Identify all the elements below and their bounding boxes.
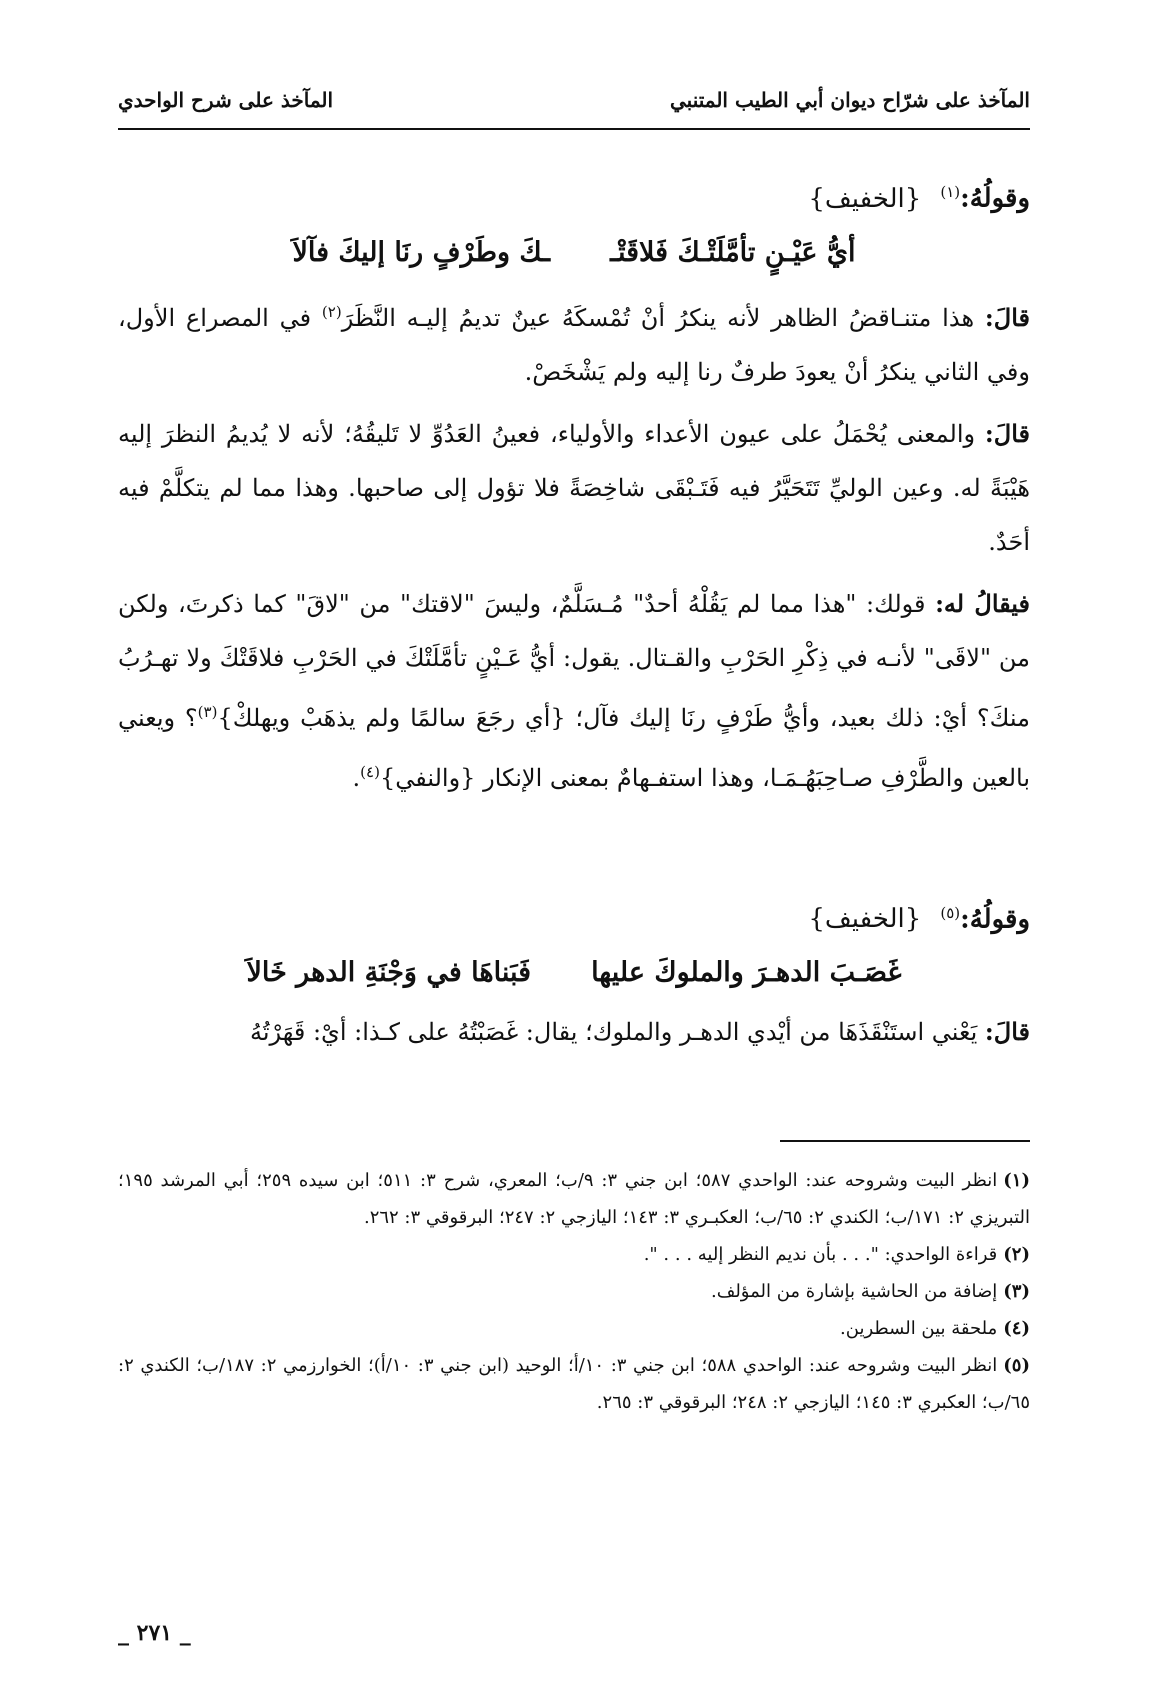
footnote-item — [118, 1273, 1030, 1310]
footnote-number: (٣) — [1003, 1281, 1030, 1302]
footnote-divider — [780, 1140, 1030, 1142]
footnote-item — [118, 1310, 1030, 1347]
verse-intro: وقولُهُ: — [960, 904, 1030, 935]
footnote-text: ملحقة بين السطرين. — [840, 1318, 998, 1339]
footnote-text: قراءة الواحدي: ". . . بأن نديم النظر إليه . . . ". — [643, 1244, 998, 1265]
running-header — [118, 84, 1030, 124]
paragraph-1 — [118, 285, 1030, 399]
hemistich-second: فَبَناهَا في وَجْنَةِ الدهر خَالاَ — [246, 957, 532, 989]
paragraph-4 — [118, 1005, 1030, 1059]
header-book-title: المآخذ على شرّاح ديوان أبي الطيب المتنبي — [670, 88, 1030, 112]
verse-meter: {الخفيف} — [808, 183, 922, 214]
paragraph-text: قولك: "هذا مما لم يَقُلْهُ أحدٌ" مُـسَلَّمٌ، وليسَ "لاقتك" من "لاقَ" كما ذكرتَ، ولكن من "لاقَى" لأنـه في ذِكْرِ الحَرْبِ والقـتال. يقول: أيُّ عَـيْنٍ تأمَّلَتْكَ في الحَرْبِ فلاقَتْكَ ولا تهـرُبُ منكَ؟ أيْ: ذلك بعيد، وأيُّ طَرْفٍ رنَا إليك فآل؛ {أي رجَعَ سالمًا ولم يذهَبْ ويهلكْ} — [118, 589, 1031, 732]
footnote-text: إضافة من الحاشية بإشارة من المؤلف. — [710, 1281, 998, 1302]
verse-line-1 — [118, 229, 1030, 277]
hemistich-second: ـكَ وطَرْفٍ رنَا إليكَ فآلاَ — [292, 236, 551, 268]
footnote-item — [118, 1162, 1030, 1236]
verse-meter: {الخفيف} — [808, 904, 922, 935]
footnote-item — [118, 1236, 1030, 1273]
page-number: _ ٢٧١ _ — [118, 1620, 191, 1646]
header-divider — [118, 128, 1030, 130]
footnote-number: (١) — [1003, 1170, 1030, 1191]
verse-intro: وقولُهُ: — [960, 183, 1030, 214]
paragraph-lead: قالَ: — [984, 302, 1031, 332]
footnote-number: (٥) — [1003, 1355, 1030, 1376]
footnote-number: (٢) — [1003, 1244, 1030, 1265]
footnote-text: انظر البيت وشروحه عند: الواحدي ٥٨٧؛ ابن جني ٣: ٩/ب؛ المعري، شرح ٣: ٥١١؛ ابن سيده ٢٥٩؛ أبي المرشد ١٩٥؛ التبريزي ٢: ١٧١/ب؛ الكندي ٢: ٦٥/ب؛ العكبـري ٣: ١٤٣؛ اليازجي ٢: ٢٤٧؛ البرقوقي ٣: ٢٦٢. — [118, 1170, 1030, 1228]
paragraph-lead: قالَ: — [984, 1017, 1030, 1047]
main-text — [118, 150, 1030, 1067]
paragraph-lead: فيقالُ له: — [935, 588, 1030, 618]
paragraph-text: يَعْني استَنْقَذَهَا من أيْدي الدهـر والملوك؛ يقال: غَصَبْتُهُ على كـذا: أيْ: قَهَرْتُهُ — [250, 1018, 978, 1047]
paragraph-3 — [118, 577, 1030, 805]
paragraph-end: . — [352, 763, 361, 792]
paragraph-text-cont: في المصراع الأول، وفي الثاني ينكرُ أنْ يعودَ طرفٌ رنا إليه ولم يَشْخَصْ. — [118, 303, 1030, 386]
paragraph-text: والمعنى يُحْمَلُ على عيون الأعداء والأولياء، فعينُ العَدُوِّ لا تَليقُهُ؛ لأنه لا يُديمُ النظرَ إليه هَيْبَةً له. وعين الوليِّ تَتَحَيَّرُ فيه فَتَـبْقَى شاخِصَةً فلا تؤول إلى صاحبها. وهذا مما لم يتكلَّمْ فيه أحَدٌ. — [118, 419, 1030, 556]
footnotes — [118, 1162, 1030, 1421]
paragraph-lead: قالَ: — [984, 418, 1030, 448]
section-gap — [118, 813, 1030, 871]
footnote-ref-2: (٢) — [321, 302, 342, 321]
verse-heading-2 — [118, 891, 1030, 942]
paragraph-text-cont: ؟ ويعني بالعين والطَّرْفِ صـاحِبَهُـمَـا، وهذا استفـهامٌ بمعنى الإنكار {والنفي} — [118, 703, 1030, 792]
footnote-number: (٤) — [1003, 1318, 1030, 1339]
paragraph-text: هذا متنـاقضُ الظاهر لأنه ينكرُ أنْ تُمْسكَهُ عينٌ تديمُ إليـه النَّظَرَ — [341, 303, 975, 332]
footnote-ref-3: (٣) — [197, 702, 218, 721]
footnote-ref-5: (٥) — [940, 903, 961, 922]
hemistich-first: غَصَـبَ الدهـرَ والملوكَ عليها — [591, 957, 902, 989]
footnote-ref-1: (١) — [940, 183, 961, 201]
paragraph-2 — [118, 407, 1030, 569]
hemistich-first: أيُّ عَيْـنٍ تأمَّلَتْـكَ فَلاقَتْـ — [610, 236, 856, 268]
header-chapter-title: المآخذ على شرح الواحدي — [118, 88, 334, 112]
verse-line-2 — [118, 949, 1030, 997]
verse-heading-1 — [118, 170, 1030, 221]
footnote-ref-4: (٤) — [360, 762, 380, 781]
footnote-item — [118, 1347, 1030, 1421]
footnote-text: انظر البيت وشروحه عند: الواحدي ٥٨٨؛ ابن جني ٣: ١٠/أ؛ الوحيد (ابن جني ٣: ١٠/أ)؛ الخوارزمي ٢: ١٨٧/ب؛ الكندي ٢: ٦٥/ب؛ العكبري ٣: ١٤٥؛ اليازجي ٢: ٢٤٨؛ البرقوقي ٣: ٢٦٥. — [118, 1355, 1030, 1413]
